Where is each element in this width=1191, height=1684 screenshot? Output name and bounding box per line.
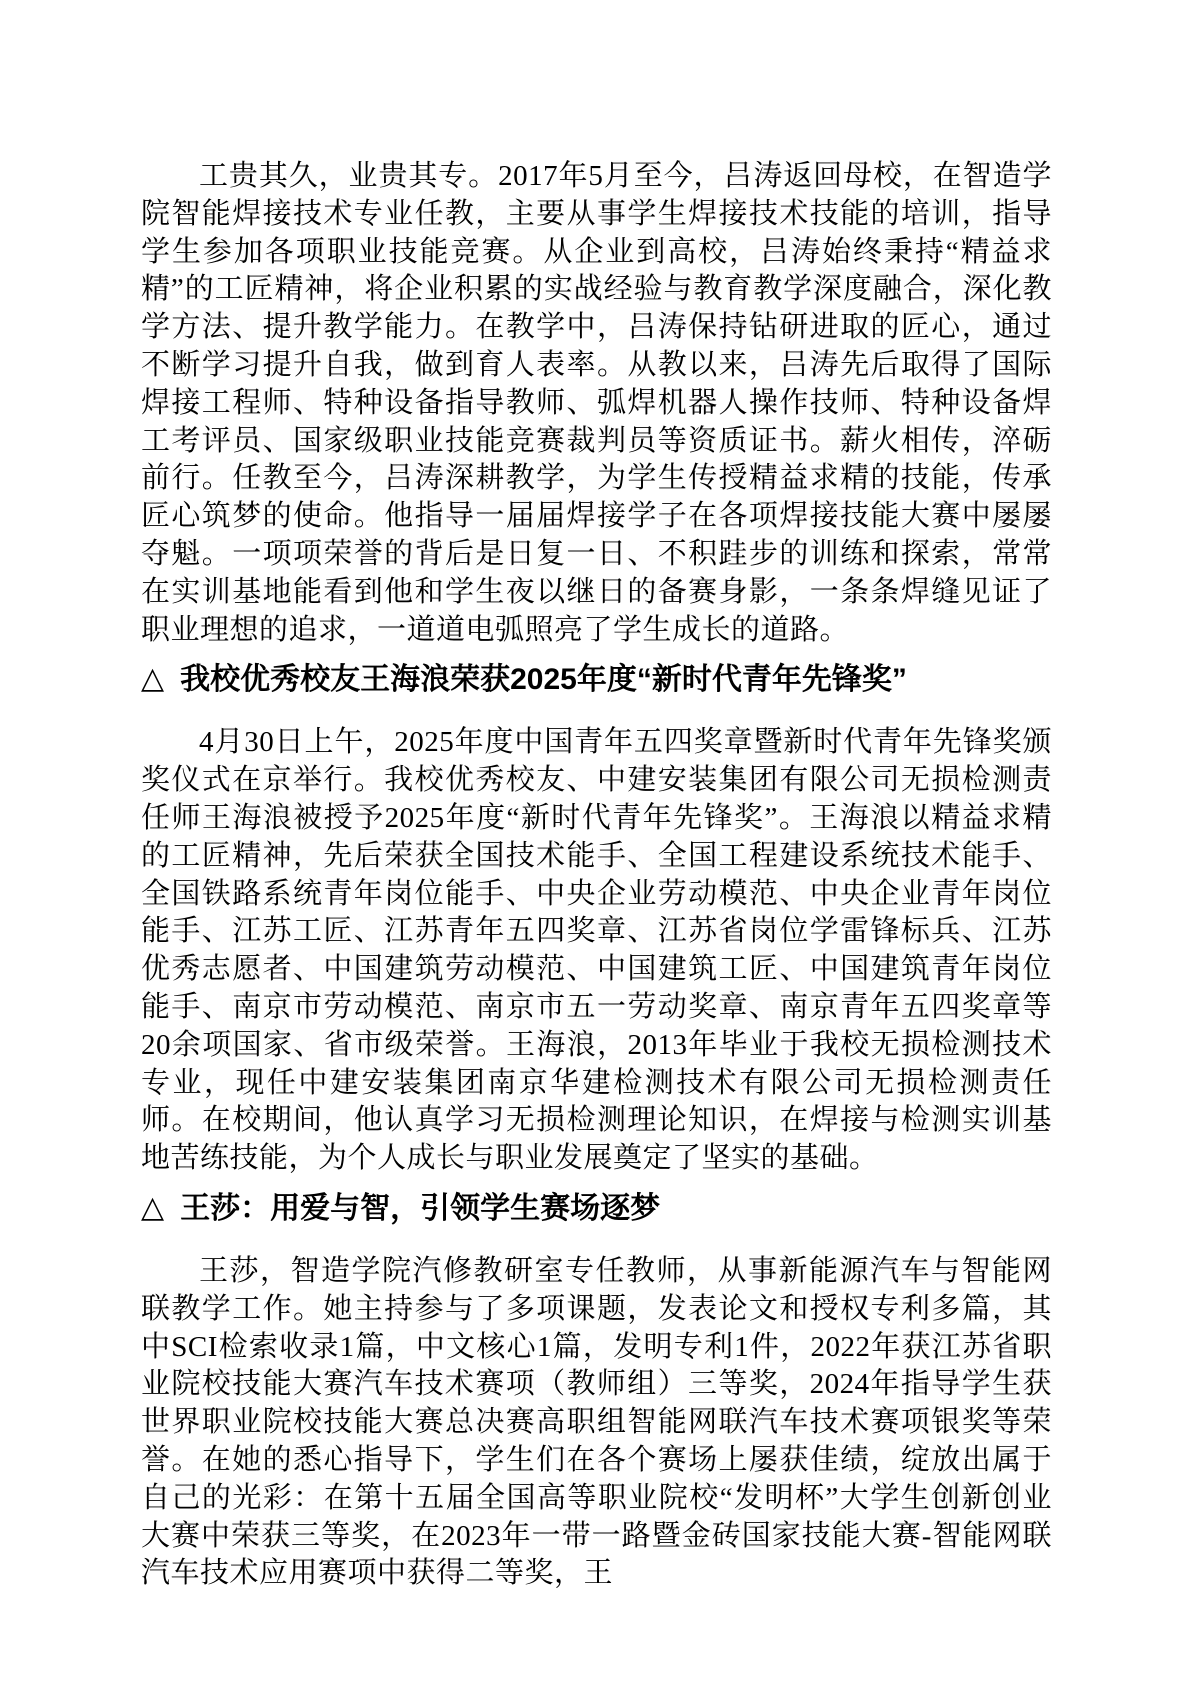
triangle-bullet-icon: △ [141, 1190, 165, 1224]
heading-wang-sha-text: 王莎：用爱与智，引领学生赛场逐梦 [180, 1191, 661, 1225]
paragraph-wang-hailang: 4月30日上午，2025年度中国青年五四奖章暨新时代青年先锋奖颁奖仪式在京举行。我校优秀校友、中建安装集团有限公司无损检测责任师王海浪被授予2025年度“新时代青年先锋奖”。王海浪以精益求精的工匠精神，先后荣获全国技术能手、全国工程建设系统技术能手、全国铁路系统青年岗位能手、中央企业劳动模范、中央企业青年岗位能手、江苏工匠、江苏青年五四奖章、江苏省岗位学雷锋标兵、江苏优秀志愿者、中国建筑劳动模范、中国建筑工匠、中国建筑青年岗位能手、南京市劳动模范、南京市五一劳动奖章、南京青年五四奖章等20余项国家、省市级荣誉。王海浪，2013年毕业于我校无损检测技术专业，现任中建安装集团南京华建检测技术有限公司无损检测责任师。在校期间，他认真学习无损检测理论知识，在焊接与检测实训基地苦练技能，为个人成长与职业发展奠定了坚实的基础。 [141, 726, 1052, 1175]
document-content [141, 158, 1052, 1593]
paragraph-wang-sha: 王莎，智造学院汽修教研室专任教师，从事新能源汽车与智能网联教学工作。她主持参与了多项课题，发表论文和授权专利多篇，其中SCI检索收录1篇，中文核心1篇，发明专利1件，2022年获江苏省职业院校技能大赛汽车技术赛项（教师组）三等奖，2024年指导学生获世界职业院校技能大赛总决赛高职组智能网联汽车技术赛项银奖等荣誉。在她的悉心指导下，学生们在各个赛场上屡获佳绩，绽放出属于自己的光彩：在第十五届全国高等职业院校“发明杯”大学生创新创业大赛中荣获三等奖，在2023年一带一路暨金砖国家技能大赛-智能网联汽车技术应用赛项中获得二等奖，王 [141, 1254, 1052, 1590]
heading-wang-hailang-award [141, 661, 1052, 699]
heading-wang-sha [141, 1190, 1052, 1228]
heading-wang-hailang-award-text: 我校优秀校友王海浪荣获2025年度“新时代青年先锋奖” [180, 663, 907, 697]
paragraph-lv-tao-teaching: 工贵其久，业贵其专。2017年5月至今，吕涛返回母校，在智造学院智能焊接技术专业任教，主要从事学生焊接技术技能的培训，指导学生参加各项职业技能竞赛。从企业到高校，吕涛始终秉持“精益求精”的工匠精神，将企业积累的实战经验与教育教学深度融合，深化教学方法、提升教学能力。在教学中，吕涛保持钻研进取的匠心，通过不断学习提升自我，做到育人表率。从教以来，吕涛先后取得了国际焊接工程师、特种设备指导教师、弧焊机器人操作技师、特种设备焊工考评员、国家级职业技能竞赛裁判员等资质证书。薪火相传，淬砺前行。任教至今，吕涛深耕教学，为学生传授精益求精的技能，传承匠心筑梦的使命。他指导一届届焊接学子在各项焊接技能大赛中屡屡夺魁。一项项荣誉的背后是日复一日、不积跬步的训练和探索，常常在实训基地能看到他和学生夜以继日的备赛身影，一条条焊缝见证了职业理想的追求，一道道电弧照亮了学生成长的道路。 [141, 160, 1052, 646]
triangle-bullet-icon: △ [141, 662, 165, 696]
